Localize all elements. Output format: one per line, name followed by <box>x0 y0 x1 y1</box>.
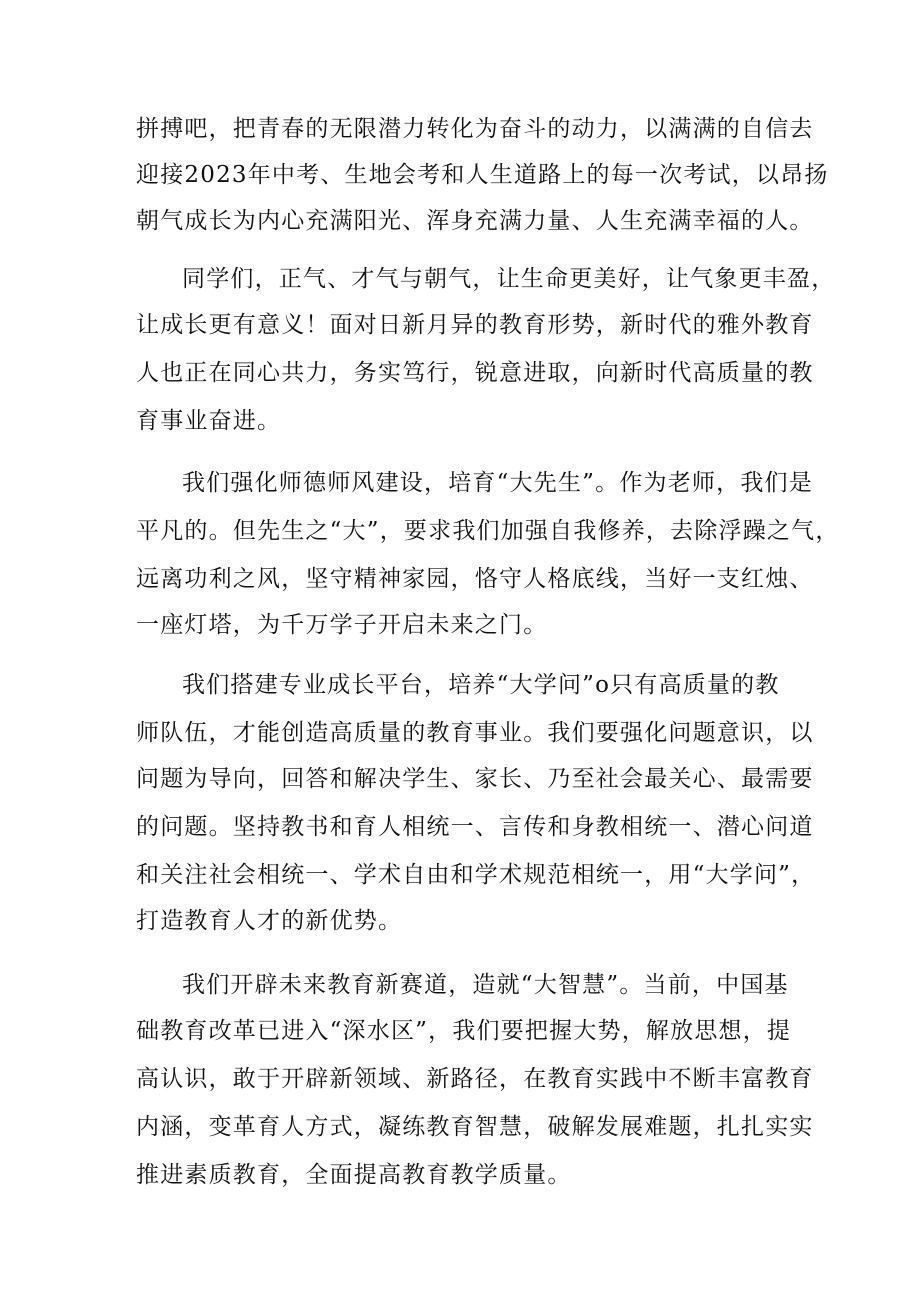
paragraph-1-line-1: 拼搏吧，把青春的无限潜力转化为奋斗的动力，以满满的自信去 <box>136 116 814 142</box>
paragraph-3-line-3: 远离功利之风，坚守精神家园，恪守人格底线，当好一支红烛、 <box>136 566 814 592</box>
paragraph-4-line-3: 问题为导向，回答和解决学生、家长、乃至社会最关心、最需要 <box>136 766 814 792</box>
paragraph-5-line-3: 高认识，敢于开辟新领域、新路径，在教育实践中不断丰富教育 <box>136 1066 814 1092</box>
paragraph-3-line-1: 我们强化师德师风建设，培育“大先生”。作为老师，我们是 <box>182 470 813 496</box>
paragraph-1-line-3: 朝气成长为内心充满阳光、浑身充满力量、人生充满幸福的人。 <box>136 208 814 234</box>
paragraph-2-line-1: 同学们，正气、才气与朝气，让生命更美好，让气象更丰盈， <box>182 266 836 292</box>
paragraph-4-line-2: 师队伍，才能创造高质量的教育事业。我们要强化问题意识，以 <box>136 720 814 746</box>
paragraph-3-line-4: 一座灯塔，为千万学子开启未来之门。 <box>136 612 548 638</box>
paragraph-5-line-5: 推进素质教育，全面提高教育教学质量。 <box>136 1162 572 1188</box>
paragraph-4-line-4: 的问题。坚持教书和育人相统一、言传和身教相统一、潜心问道 <box>136 814 814 840</box>
paragraph-4-line-1: 我们搭建专业成长平台，培养“大学问”o只有高质量的教 <box>182 672 780 698</box>
paragraph-5-line-2: 础教育改革已进入“深水区”，我们要把握大势，解放思想，提 <box>136 1018 792 1044</box>
paragraph-2-line-3: 人也正在同心共力，务实笃行，锐意进取，向新时代高质量的教 <box>136 360 814 386</box>
paragraph-1-line-2: 迎接2023年中考、生地会考和人生道路上的每一次考试，以昂扬 <box>136 162 829 188</box>
paragraph-4-line-6: 打造教育人才的新优势。 <box>136 908 403 934</box>
paragraph-2-line-2: 让成长更有意义！面对日新月异的教育形势，新时代的雅外教育 <box>136 312 814 338</box>
paragraph-3-line-2: 平凡的。但先生之“大”，要求我们加强自我修养，去除浮躁之气， <box>136 518 840 544</box>
paragraph-4-line-5: 和关注社会相统一、学术自由和学术规范相统一，用“大学问”， <box>136 862 816 888</box>
paragraph-2-line-4: 育事业奋进。 <box>136 408 282 434</box>
paragraph-5-line-4: 内涵，变革育人方式，凝练教育智慧，破解发展难题，扎扎实实 <box>136 1114 814 1140</box>
paragraph-5-line-1: 我们开辟未来教育新赛道，造就“大智慧”。当前，中国基 <box>182 972 789 998</box>
